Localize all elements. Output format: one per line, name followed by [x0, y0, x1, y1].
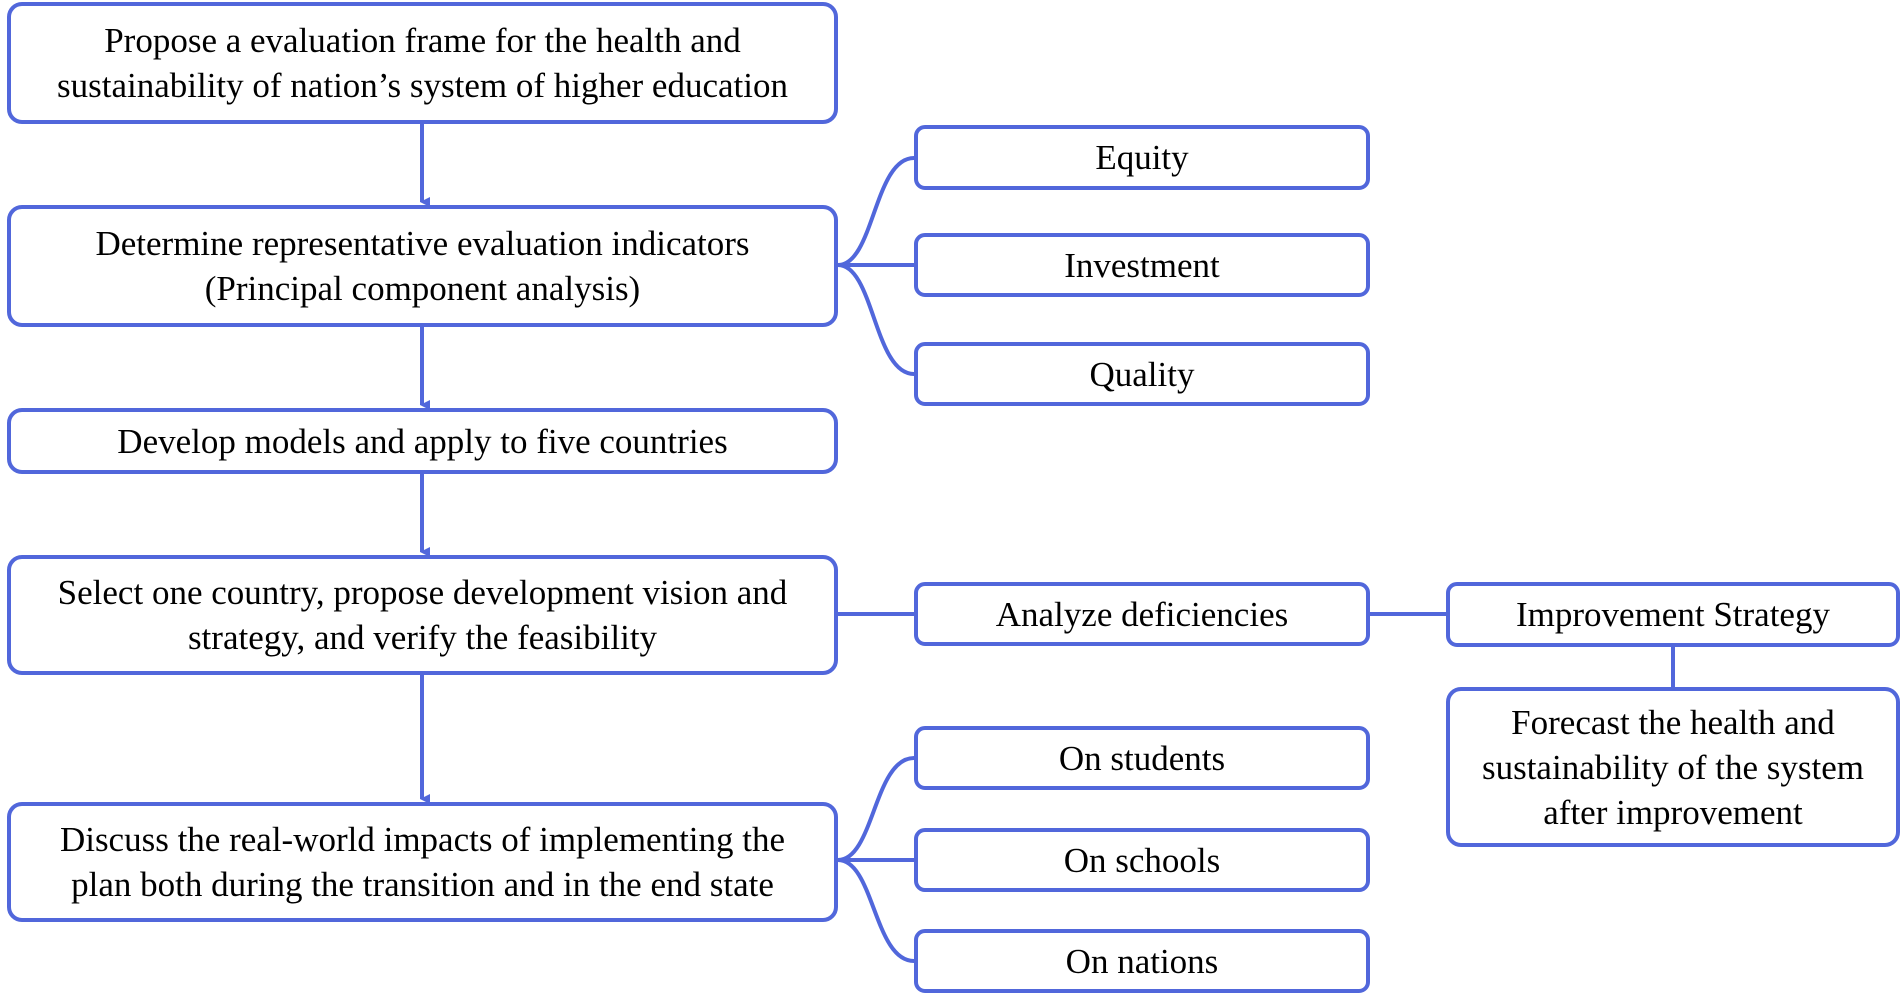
impact-on-students: On students [914, 726, 1370, 790]
indicator-quality: Quality [914, 342, 1370, 406]
improvement-strategy-box: Improvement Strategy [1446, 582, 1900, 647]
impact-on-nations: On nations [914, 929, 1370, 993]
impact-on-schools: On schools [914, 828, 1370, 892]
step-propose-frame: Propose a evaluation frame for the health and sustainability of nation’s system of higher education [7, 2, 838, 124]
step-discuss-impacts: Discuss the real-world impacts of implementing the plan both during the transition and in the end state [7, 802, 838, 922]
step-determine-indicators: Determine representative evaluation indicators (Principal component analysis) [7, 205, 838, 327]
brace-impacts [838, 758, 914, 860]
forecast-box: Forecast the health and sustainability of the system after improvement [1446, 687, 1900, 847]
brace-indicators [838, 158, 914, 265]
indicator-equity: Equity [914, 125, 1370, 190]
step-select-country: Select one country, propose development vision and strategy, and verify the feasibility [7, 555, 838, 675]
analyze-deficiencies-box: Analyze deficiencies [914, 582, 1370, 646]
indicator-investment: Investment [914, 233, 1370, 297]
step-develop-models: Develop models and apply to five countries [7, 408, 838, 474]
